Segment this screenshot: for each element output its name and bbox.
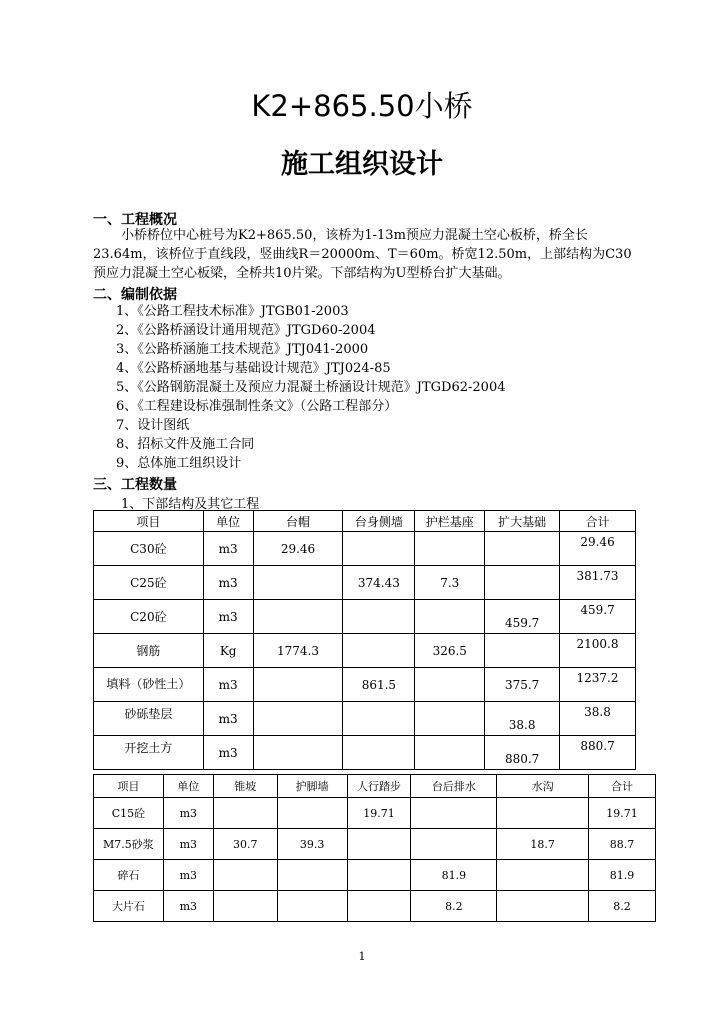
table-cell: m3	[163, 798, 213, 829]
table-cell	[497, 860, 589, 891]
list-item: 5、《公路钢筋混凝土及预应力混凝土桥涵设计规范》JTGD62-2004	[116, 380, 506, 395]
table-row	[94, 532, 636, 566]
table-cell	[277, 860, 347, 891]
table-cell	[497, 891, 589, 922]
document-title: K2+865.50小桥	[251, 89, 473, 123]
table-cell	[343, 702, 415, 736]
table-cell: m3	[203, 566, 253, 600]
quantity-table-substructure	[93, 510, 636, 770]
table-cell	[415, 600, 485, 634]
table-cell: 29.46	[253, 532, 343, 566]
table-header-cell: 台后排水	[411, 775, 497, 798]
table-cell: 375.7	[485, 668, 560, 702]
page-number: 1	[358, 950, 366, 963]
table-cell	[485, 566, 560, 600]
table-cell: 钢筋	[94, 634, 204, 668]
table-cell	[415, 702, 485, 736]
table-cell: 81.9	[589, 860, 656, 891]
table-row	[94, 736, 636, 770]
table-cell	[411, 798, 497, 829]
table-header-cell: 护脚墙	[277, 775, 347, 798]
table-cell	[213, 891, 277, 922]
table-cell: 459.7	[485, 600, 560, 634]
table-cell	[411, 829, 497, 860]
document-subtitle: 施工组织设计	[281, 149, 443, 180]
table-cell: 38.8	[560, 702, 636, 736]
table-cell: C30砼	[94, 532, 204, 566]
table-cell	[253, 600, 343, 634]
table-cell: 碎石	[94, 860, 164, 891]
table-header-cell: 单位	[203, 511, 253, 532]
table-cell: 18.7	[497, 829, 589, 860]
section1-body	[93, 226, 633, 283]
table-cell	[347, 829, 411, 860]
table-cell	[343, 736, 415, 770]
table-row	[94, 798, 656, 829]
table-cell	[415, 532, 485, 566]
table-cell: m3	[163, 829, 213, 860]
table-cell: 880.7	[560, 736, 636, 770]
table-row	[94, 860, 656, 891]
table-cell: Kg	[203, 634, 253, 668]
table-cell: 7.3	[415, 566, 485, 600]
table-header-cell: 项目	[94, 775, 164, 798]
table-cell: m3	[203, 668, 253, 702]
table-cell: 8.2	[589, 891, 656, 922]
table-cell: m3	[163, 891, 213, 922]
table-cell: 8.2	[411, 891, 497, 922]
table-cell: 381.73	[560, 566, 636, 600]
table-cell: 459.7	[560, 600, 636, 634]
list-item: 3、《公路桥涵施工技术规范》JTJ041-2000	[116, 342, 369, 357]
table-cell: 19.71	[589, 798, 656, 829]
table-cell: M7.5砂浆	[94, 829, 164, 860]
table-cell: 861.5	[343, 668, 415, 702]
table-cell	[213, 860, 277, 891]
section1-heading: 一、工程概况	[93, 212, 177, 228]
table-cell	[347, 891, 411, 922]
table-row	[94, 891, 656, 922]
table-cell	[277, 798, 347, 829]
table-row	[94, 634, 636, 668]
table-cell	[497, 798, 589, 829]
table-cell: 1237.2	[560, 668, 636, 702]
table-cell: m3	[203, 702, 253, 736]
table-header-cell: 项目	[94, 511, 204, 532]
quantity-table-auxiliary	[93, 774, 656, 922]
table-header-cell: 护栏基座	[415, 511, 485, 532]
section2-heading: 二、编制依据	[93, 287, 177, 303]
list-item: 7、设计图纸	[116, 418, 190, 433]
table-cell: 砂砾垫层	[94, 702, 204, 736]
table-header-cell: 扩大基础	[485, 511, 560, 532]
table-cell: 2100.8	[560, 634, 636, 668]
list-item: 4、《公路桥涵地基与基础设计规范》JTJ024-85	[116, 361, 391, 376]
table-cell: 开挖土方	[94, 736, 204, 770]
table-header-cell: 单位	[163, 775, 213, 798]
table-header-row	[94, 775, 656, 798]
table-cell	[343, 634, 415, 668]
table-cell	[485, 532, 560, 566]
list-item: 9、总体施工组织设计	[116, 456, 242, 471]
section3-heading: 三、工程数量	[93, 477, 177, 493]
table-cell: 88.7	[589, 829, 656, 860]
table-cell	[343, 532, 415, 566]
table-cell: C15砼	[94, 798, 164, 829]
section1-line: 23.64m，该桥位于直线段，竖曲线R＝20000m、T＝60m。桥宽12.50m，上部结构为C30	[93, 247, 632, 262]
table-header-cell: 台身侧墙	[343, 511, 415, 532]
table-cell: 1774.3	[253, 634, 343, 668]
table-header-cell: 锥坡	[213, 775, 277, 798]
table-cell: 39.3	[277, 829, 347, 860]
table-cell: m3	[203, 600, 253, 634]
table-cell: 81.9	[411, 860, 497, 891]
table-cell: m3	[203, 532, 253, 566]
table-row	[94, 668, 636, 702]
table-cell	[253, 702, 343, 736]
table-header-row	[94, 511, 636, 532]
table-cell: 38.8	[485, 702, 560, 736]
table-cell: m3	[203, 736, 253, 770]
list-item: 6、《工程建设标准强制性条文》（公路工程部分）	[116, 399, 398, 414]
table-row	[94, 829, 656, 860]
table-cell: 29.46	[560, 532, 636, 566]
table-cell: 326.5	[415, 634, 485, 668]
table-header-cell: 台帽	[253, 511, 343, 532]
list-item: 2、《公路桥涵设计通用规范》JTGD60-2004	[116, 323, 376, 338]
table-cell	[485, 634, 560, 668]
table-header-cell: 合计	[589, 775, 656, 798]
table-header-cell: 水沟	[497, 775, 589, 798]
table-cell	[415, 736, 485, 770]
table-header-cell: 人行踏步	[347, 775, 411, 798]
section1-line: 小桥桥位中心桩号为K2+865.50，该桥为1-13m预应力混凝土空心板桥，桥全长	[121, 228, 588, 243]
table-cell: 19.71	[347, 798, 411, 829]
section1-line: 预应力混凝土空心板梁，全桥共10片梁。下部结构为U型桥台扩大基础。	[93, 266, 511, 281]
table-cell: 374.43	[343, 566, 415, 600]
table-cell: m3	[163, 860, 213, 891]
table-row	[94, 600, 636, 634]
table-cell: C25砼	[94, 566, 204, 600]
table-cell	[347, 860, 411, 891]
table-cell: C20砼	[94, 600, 204, 634]
table-cell: 30.7	[213, 829, 277, 860]
list-item: 8、招标文件及施工合同	[116, 437, 255, 452]
list-item: 1、《公路工程技术标准》JTGB01-2003	[116, 304, 349, 319]
table-cell	[253, 566, 343, 600]
table-cell	[253, 668, 343, 702]
table-row	[94, 702, 636, 736]
table-cell	[343, 600, 415, 634]
table-header-cell: 合计	[560, 511, 636, 532]
table-cell	[277, 891, 347, 922]
table-cell	[213, 798, 277, 829]
table-cell: 880.7	[485, 736, 560, 770]
table-cell: 填料（砂性土）	[94, 668, 204, 702]
table-cell: 大片石	[94, 891, 164, 922]
table-cell	[415, 668, 485, 702]
table-row	[94, 566, 636, 600]
table-cell	[253, 736, 343, 770]
reference-list	[116, 302, 505, 473]
section3-subheading: 1、下部结构及其它工程	[121, 497, 260, 512]
